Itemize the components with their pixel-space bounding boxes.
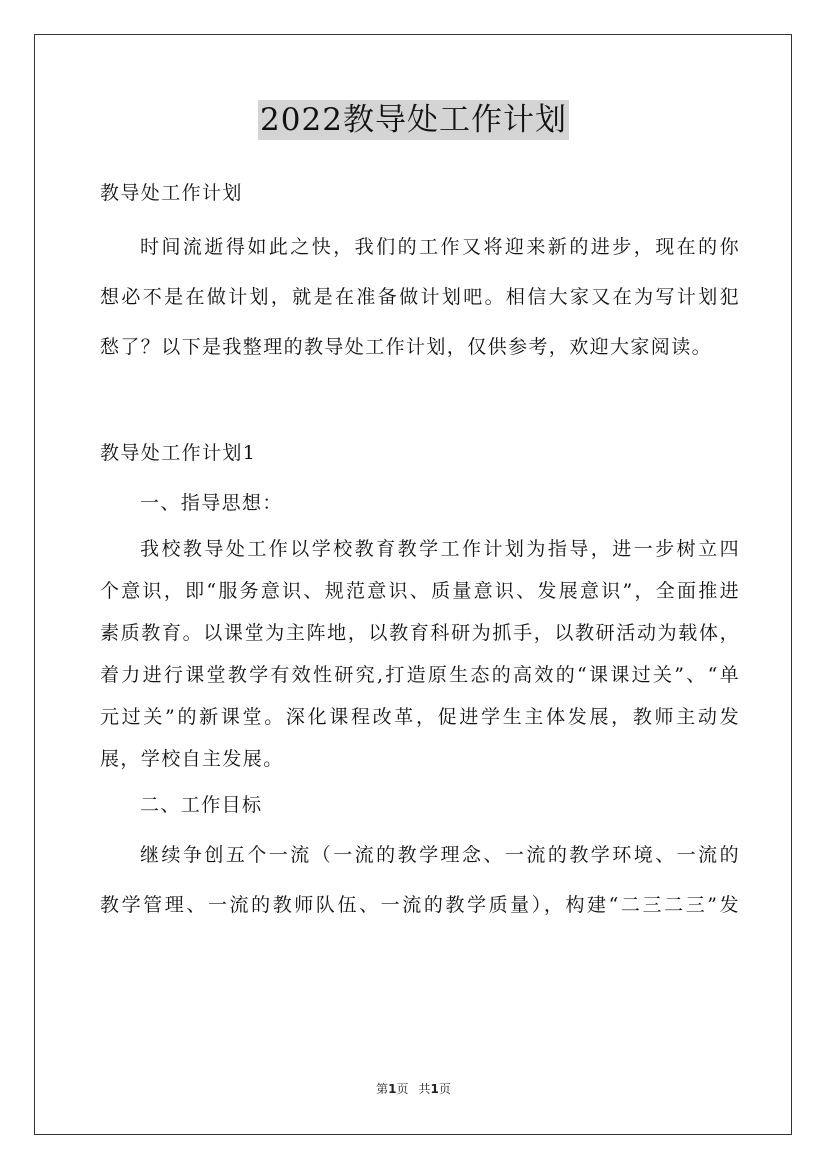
heading-work-goals: 二、工作目标	[140, 794, 263, 816]
page-label-prefix: 第	[376, 1082, 389, 1096]
intro-line-3: 愁了？以下是我整理的教导处工作计划，仅供参考，欢迎大家阅读。	[100, 336, 713, 358]
total-label-suffix: 页	[438, 1082, 451, 1096]
title-container	[0, 100, 827, 140]
paragraph-1-line-3: 素质教育。以课堂为主阵地，以教育科研为抓手，以教研活动为载体，	[100, 622, 740, 644]
paragraph-1-line-2: 个意识，即“服务意识、规范意识、质量意识、发展意识”，全面推进	[100, 580, 740, 602]
paragraph-2-line-2: 教学管理、一流的教师队伍、一流的教学质量），构建“二三二三”发	[100, 894, 740, 916]
page-label-mid: 页	[396, 1082, 409, 1096]
document-body	[100, 172, 740, 930]
page-footer	[0, 1080, 827, 1097]
paragraph-1-line-5: 元过关”的新课堂。深化课程改革，促进学生主体发展，教师主动发	[100, 706, 740, 728]
total-label-prefix: 共	[418, 1082, 431, 1096]
heading-guiding-ideology: 一、指导思想：	[140, 492, 283, 514]
section-title: 教导处工作计划1	[100, 442, 257, 464]
paragraph-2-line-1: 继续争创五个一流（一流的教学理念、一流的教学环境、一流的	[140, 844, 740, 866]
intro-line-1: 时间流逝得如此之快，我们的工作又将迎来新的进步，现在的你	[140, 236, 740, 258]
blank-line	[100, 372, 740, 428]
intro-line-2: 想必不是在做计划，就是在准备做计划吧。相信大家又在为写计划犯	[100, 286, 740, 308]
paragraph-1-line-4: 着力进行课堂教学有效性研究,打造原生态的高效的“课课过关”、“单	[100, 664, 740, 686]
total-page-number: 1	[430, 1082, 439, 1096]
subtitle: 教导处工作计划	[100, 182, 243, 204]
paragraph-1-line-6: 展，学校自主发展。	[100, 748, 284, 770]
current-page-number: 1	[388, 1082, 397, 1096]
paragraph-1-line-1: 我校教导处工作以学校教育教学工作计划为指导，进一步树立四	[140, 538, 740, 560]
document-title: 2022教导处工作计划	[260, 102, 567, 138]
